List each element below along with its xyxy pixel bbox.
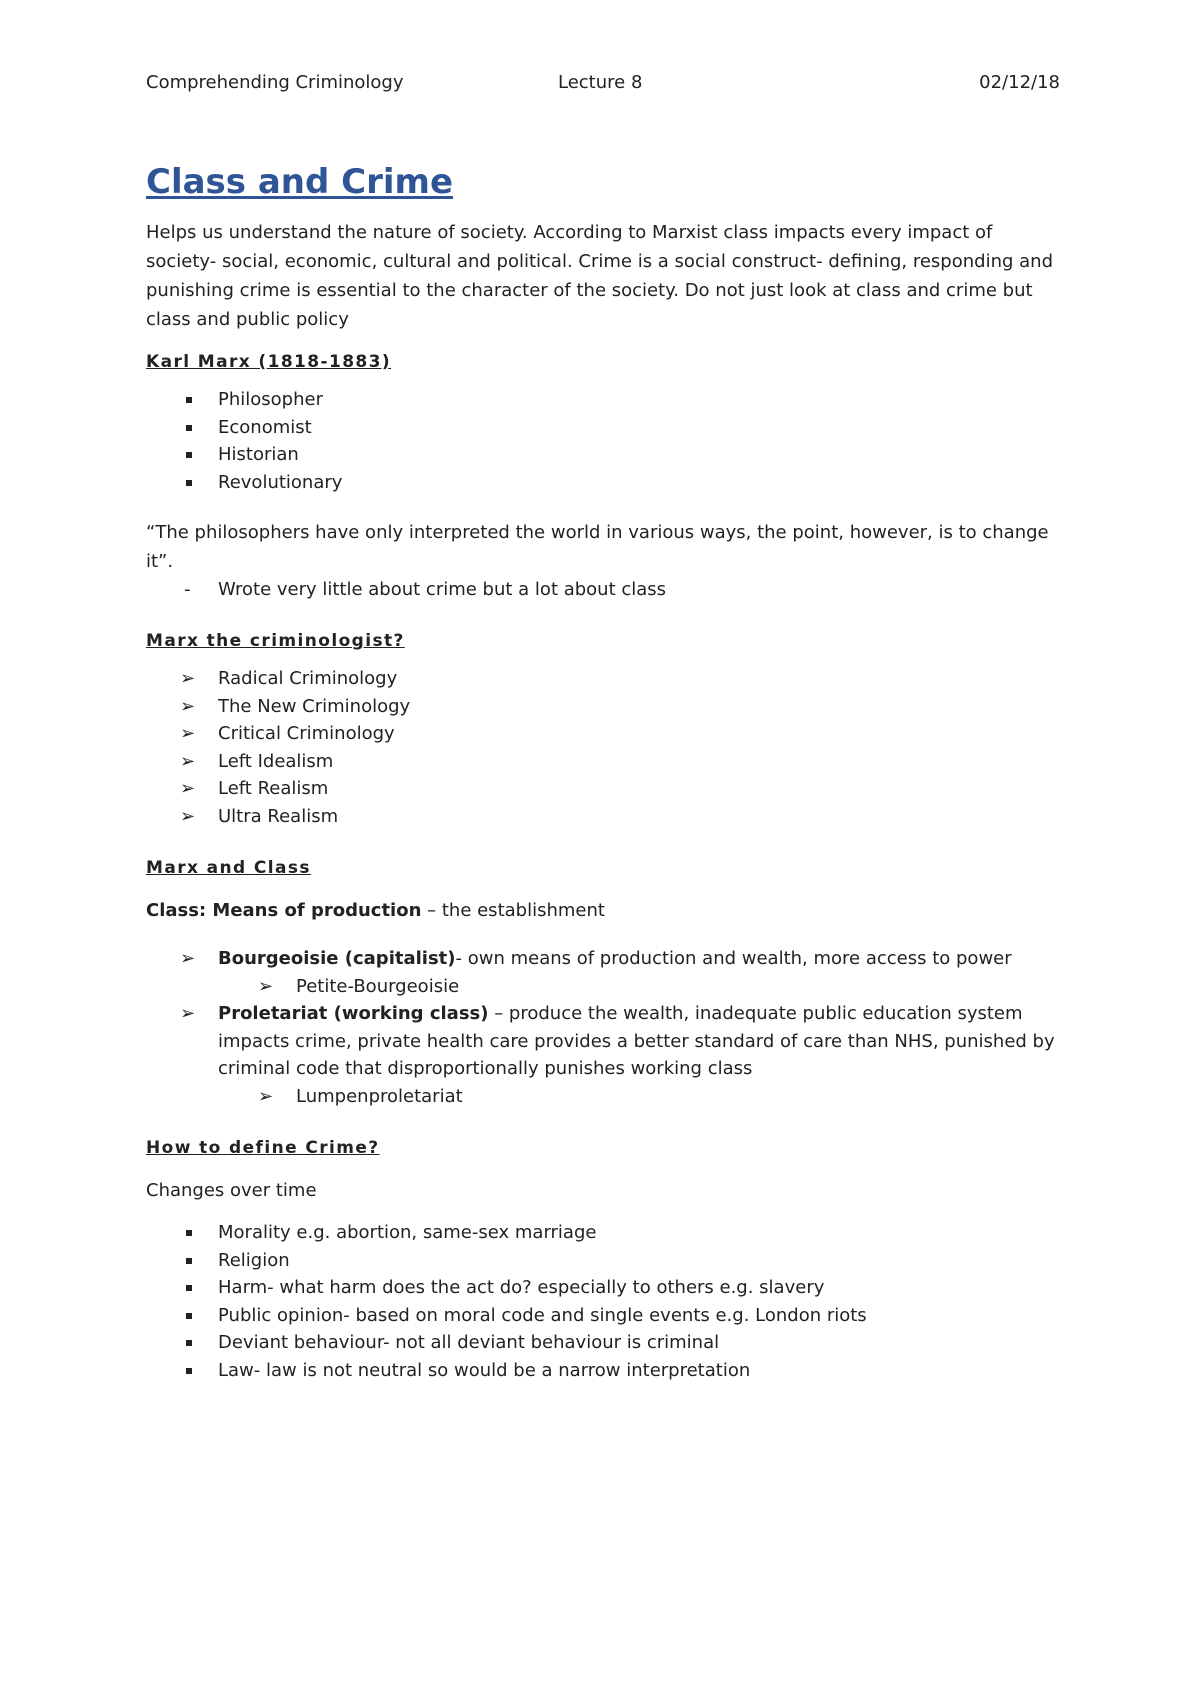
class-list	[146, 945, 1060, 973]
arrowhead-bullet-icon: ➢	[258, 1085, 274, 1107]
list-item: ➢ The New Criminology	[146, 693, 1060, 721]
square-bullet-icon	[186, 480, 192, 486]
list-item: ➢ Lumpenproletariat	[146, 1083, 1060, 1111]
header-date: 02/12/18	[979, 72, 1060, 93]
list-item: ➢ Bourgeoisie (capitalist)- own means of production and wealth, more access to power	[146, 945, 1060, 973]
page-title: Class and Crime	[146, 162, 454, 202]
list-item: Religion	[146, 1247, 1060, 1275]
header-lecture: Lecture 8	[558, 72, 643, 93]
proletariat-list	[146, 1000, 1060, 1083]
list-item: Philosopher	[146, 386, 1060, 414]
list-item: ➢ Radical Criminology	[146, 665, 1060, 693]
square-bullet-icon	[186, 1230, 192, 1236]
heading-marx-and-class: Marx and Class	[146, 858, 311, 878]
square-bullet-icon	[186, 1313, 192, 1319]
list-item: ➢ Petite-Bourgeoisie	[146, 973, 1060, 1001]
dash-note: - Wrote very little about crime but a lot about class	[146, 576, 1060, 603]
header-course: Comprehending Criminology	[146, 72, 404, 93]
criminologist-list	[146, 665, 1060, 830]
heading-define-crime: How to define Crime?	[146, 1138, 380, 1158]
karl-marx-list	[146, 386, 1060, 496]
define-list	[146, 1219, 1060, 1384]
intro-paragraph: Helps us understand the nature of society. According to Marxist class impacts every impact of society- social, economic, cultural and political. Crime is a social construct- defining, responding and punishing crime is essential to the character of the society. Do not just look at class and crime but class and public policy	[146, 222, 1053, 330]
arrowhead-bullet-icon: ➢	[180, 948, 196, 969]
list-item: Historian	[146, 441, 1060, 469]
arrowhead-bullet-icon: ➢	[180, 805, 196, 827]
list-item: Morality e.g. abortion, same-sex marriage	[146, 1219, 1060, 1247]
bourgeoisie-sublist	[146, 973, 1060, 1001]
proletariat-sublist	[146, 1083, 1060, 1111]
list-item: Deviant behaviour- not all deviant behaviour is criminal	[146, 1329, 1060, 1357]
arrowhead-bullet-icon: ➢	[180, 750, 196, 772]
running-header	[146, 72, 1060, 100]
document-page	[146, 72, 1060, 1384]
square-bullet-icon	[186, 1368, 192, 1374]
list-item: ➢ Proletariat (working class) – produce the wealth, inadequate public education system impacts crime, private health care provides a better standard of care than NHS, punished by criminal code that disproportionally punishes working class	[146, 1000, 1060, 1083]
list-item: Harm- what harm does the act do? especially to others e.g. slavery	[146, 1274, 1060, 1302]
square-bullet-icon	[186, 397, 192, 403]
square-bullet-icon	[186, 1285, 192, 1291]
arrowhead-bullet-icon: ➢	[180, 723, 196, 744]
define-intro: Changes over time	[146, 1180, 317, 1201]
arrowhead-bullet-icon: ➢	[258, 975, 274, 997]
arrowhead-bullet-icon: ➢	[180, 778, 196, 799]
list-item: Public opinion- based on moral code and single events e.g. London riots	[146, 1302, 1060, 1330]
list-item: ➢ Left Idealism	[146, 748, 1060, 776]
heading-karl-marx: Karl Marx (1818-1883)	[146, 352, 392, 372]
list-item: ➢ Critical Criminology	[146, 720, 1060, 748]
square-bullet-icon	[186, 1258, 192, 1264]
list-item: ➢ Left Realism	[146, 775, 1060, 803]
arrowhead-bullet-icon: ➢	[180, 695, 196, 717]
square-bullet-icon	[186, 1340, 192, 1346]
dash-bullet-icon: -	[184, 579, 191, 600]
list-item: Economist	[146, 414, 1060, 442]
square-bullet-icon	[186, 452, 192, 458]
class-definition: Class: Means of production – the establishment	[146, 900, 605, 921]
arrowhead-bullet-icon: ➢	[180, 1003, 196, 1024]
arrowhead-bullet-icon: ➢	[180, 668, 196, 689]
list-item: Law- law is not neutral so would be a narrow interpretation	[146, 1357, 1060, 1385]
list-item: Revolutionary	[146, 469, 1060, 497]
list-item: ➢ Ultra Realism	[146, 803, 1060, 831]
marx-quote: “The philosophers have only interpreted the world in various ways, the point, however, is to change it”.	[146, 522, 1049, 572]
heading-criminologist: Marx the criminologist?	[146, 631, 405, 651]
square-bullet-icon	[186, 425, 192, 431]
